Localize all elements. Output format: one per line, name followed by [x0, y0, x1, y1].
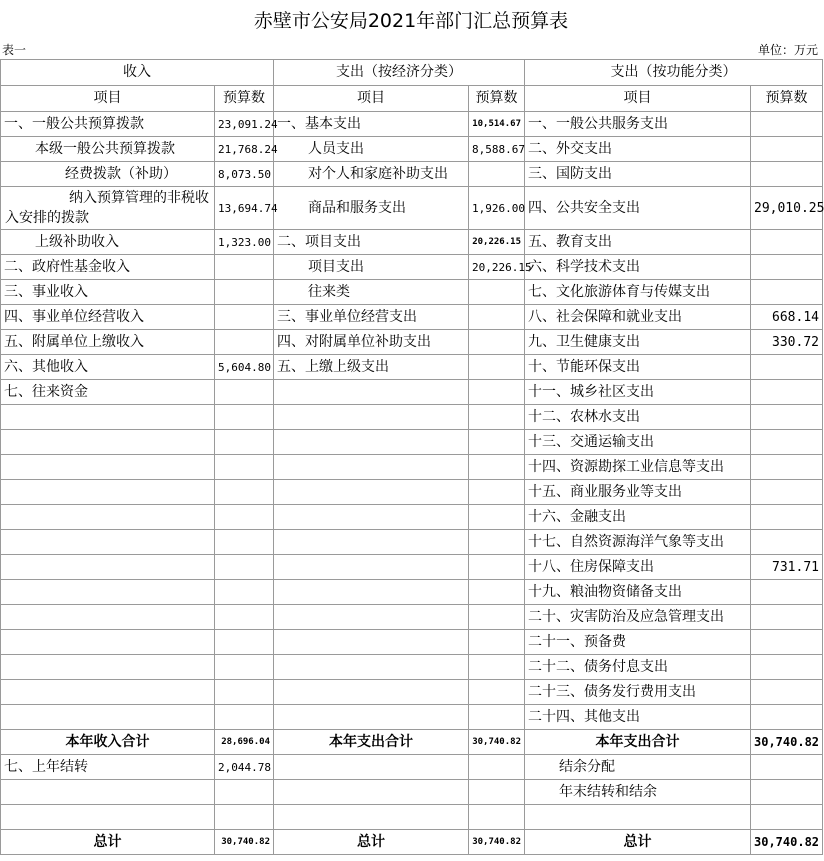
table-row	[1, 680, 823, 705]
econ-expense-amount	[469, 705, 525, 730]
econ-expense-item	[274, 480, 469, 505]
econ-expense-amount	[469, 805, 525, 830]
econ-expense-item	[274, 505, 469, 530]
income-amount: 23,091.24	[215, 112, 274, 137]
func-expense-amount	[751, 137, 823, 162]
income-item: 六、其他收入	[1, 355, 215, 380]
table-row	[1, 112, 823, 137]
econ-expense-item	[274, 405, 469, 430]
func-expense-item: 十七、自然资源海洋气象等支出	[525, 530, 751, 555]
income-amount	[215, 805, 274, 830]
func-expense-item: 二十二、债务付息支出	[525, 655, 751, 680]
func-expense-item: 五、教育支出	[525, 230, 751, 255]
grand-total-econ: 30,740.82	[469, 830, 525, 855]
econ-expense-amount	[469, 480, 525, 505]
func-expense-item: 年末结转和结余	[525, 780, 751, 805]
func-expense-amount: 29,010.25	[751, 187, 823, 230]
income-item	[1, 555, 215, 580]
income-amount	[215, 655, 274, 680]
table-row	[1, 580, 823, 605]
table-row	[1, 330, 823, 355]
func-expense-amount	[751, 630, 823, 655]
econ-expense-item	[274, 630, 469, 655]
income-amount	[215, 680, 274, 705]
income-total-label: 本年收入合计	[1, 730, 215, 755]
econ-expense-amount: 20,226.15	[469, 230, 525, 255]
econ-expense-amount	[469, 530, 525, 555]
func-expense-item: 二十四、其他支出	[525, 705, 751, 730]
func-expense-item: 十六、金融支出	[525, 505, 751, 530]
func-expense-item: 十五、商业服务业等支出	[525, 480, 751, 505]
grand-total-label: 总计	[525, 830, 751, 855]
func-expense-item: 二十三、债务发行费用支出	[525, 680, 751, 705]
func-expense-amount: 731.71	[751, 555, 823, 580]
income-item: 二、政府性基金收入	[1, 255, 215, 280]
col-header-amount: 预算数	[751, 86, 823, 112]
econ-expense-amount	[469, 680, 525, 705]
table-row	[1, 162, 823, 187]
func-expense-amount	[751, 705, 823, 730]
table-row	[1, 280, 823, 305]
income-amount	[215, 605, 274, 630]
table-row	[1, 230, 823, 255]
carry-row	[1, 755, 823, 780]
econ-expense-item: 二、项目支出	[274, 230, 469, 255]
func-expense-amount	[751, 255, 823, 280]
econ-expense-item	[274, 580, 469, 605]
col-header-item: 项目	[1, 86, 215, 112]
econ-expense-item: 人员支出	[274, 137, 469, 162]
func-expense-group-header: 支出（按功能分类）	[525, 60, 823, 86]
income-item: 七、往来资金	[1, 380, 215, 405]
func-expense-amount	[751, 455, 823, 480]
econ-expense-group-header: 支出（按经济分类）	[274, 60, 525, 86]
func-expense-item: 十、节能环保支出	[525, 355, 751, 380]
income-amount	[215, 405, 274, 430]
func-expense-amount	[751, 355, 823, 380]
grand-total-label: 总计	[274, 830, 469, 855]
income-amount	[215, 555, 274, 580]
econ-total-amount: 30,740.82	[469, 730, 525, 755]
func-expense-item: 二十一、预备费	[525, 630, 751, 655]
income-item: 三、事业收入	[1, 280, 215, 305]
income-item: 纳入预算管理的非税收入安排的拨款	[1, 187, 215, 230]
func-expense-amount	[751, 530, 823, 555]
income-item	[1, 430, 215, 455]
func-expense-item: 九、卫生健康支出	[525, 330, 751, 355]
income-item	[1, 780, 215, 805]
col-header-amount: 预算数	[215, 86, 274, 112]
grand-total-row	[1, 830, 823, 855]
econ-expense-item: 四、对附属单位补助支出	[274, 330, 469, 355]
func-total-amount: 30,740.82	[751, 730, 823, 755]
econ-expense-amount	[469, 630, 525, 655]
func-expense-item: 十四、资源勘探工业信息等支出	[525, 455, 751, 480]
func-expense-item: 二十、灾害防治及应急管理支出	[525, 605, 751, 630]
col-header-amount: 预算数	[469, 86, 525, 112]
func-expense-amount	[751, 680, 823, 705]
table-row	[1, 630, 823, 655]
func-expense-item: 十八、住房保障支出	[525, 555, 751, 580]
econ-expense-item: 项目支出	[274, 255, 469, 280]
income-item	[1, 505, 215, 530]
econ-expense-amount: 20,226.15	[469, 255, 525, 280]
carry-row	[1, 780, 823, 805]
budget-table	[0, 59, 823, 855]
income-amount	[215, 530, 274, 555]
income-amount	[215, 330, 274, 355]
income-amount	[215, 430, 274, 455]
econ-expense-item	[274, 705, 469, 730]
func-total-label: 本年支出合计	[525, 730, 751, 755]
income-item: 七、上年结转	[1, 755, 215, 780]
income-amount	[215, 455, 274, 480]
income-amount: 21,768.24	[215, 137, 274, 162]
income-item	[1, 805, 215, 830]
group-header-row	[1, 60, 823, 86]
income-item	[1, 530, 215, 555]
table-row	[1, 305, 823, 330]
income-item	[1, 680, 215, 705]
func-expense-amount	[751, 580, 823, 605]
table-row	[1, 430, 823, 455]
econ-expense-item: 对个人和家庭补助支出	[274, 162, 469, 187]
table-row	[1, 705, 823, 730]
econ-expense-item	[274, 380, 469, 405]
income-item: 四、事业单位经营收入	[1, 305, 215, 330]
func-expense-amount	[751, 605, 823, 630]
econ-expense-amount: 8,588.67	[469, 137, 525, 162]
income-item: 上级补助收入	[1, 230, 215, 255]
econ-expense-amount	[469, 505, 525, 530]
grand-total-income: 30,740.82	[215, 830, 274, 855]
func-expense-item: 一、一般公共服务支出	[525, 112, 751, 137]
income-item	[1, 480, 215, 505]
econ-expense-item	[274, 755, 469, 780]
econ-expense-amount	[469, 555, 525, 580]
econ-expense-amount	[469, 355, 525, 380]
econ-expense-amount	[469, 580, 525, 605]
func-expense-item: 六、科学技术支出	[525, 255, 751, 280]
econ-expense-amount	[469, 380, 525, 405]
page-title: 赤壁市公安局2021年部门汇总预算表	[253, 9, 569, 32]
econ-expense-item: 五、上缴上级支出	[274, 355, 469, 380]
econ-expense-item	[274, 680, 469, 705]
func-expense-item: 十一、城乡社区支出	[525, 380, 751, 405]
income-item	[1, 605, 215, 630]
econ-expense-item: 商品和服务支出	[274, 187, 469, 230]
econ-expense-item	[274, 780, 469, 805]
econ-expense-amount	[469, 330, 525, 355]
func-expense-item: 十九、粮油物资储备支出	[525, 580, 751, 605]
table-row	[1, 255, 823, 280]
column-header-row	[1, 86, 823, 112]
func-expense-item: 二、外交支出	[525, 137, 751, 162]
func-expense-item: 四、公共安全支出	[525, 187, 751, 230]
econ-expense-amount	[469, 605, 525, 630]
income-amount: 1,323.00	[215, 230, 274, 255]
func-expense-item: 七、文化旅游体育与传媒支出	[525, 280, 751, 305]
table-row	[1, 380, 823, 405]
income-item	[1, 630, 215, 655]
func-expense-item	[525, 805, 751, 830]
income-amount	[215, 305, 274, 330]
func-expense-item: 十二、农林水支出	[525, 405, 751, 430]
income-amount	[215, 630, 274, 655]
econ-expense-item	[274, 555, 469, 580]
income-item: 本级一般公共预算拨款	[1, 137, 215, 162]
table-row	[1, 480, 823, 505]
table-number: 表一	[2, 43, 27, 57]
table-row	[1, 405, 823, 430]
func-expense-amount	[751, 280, 823, 305]
econ-expense-item: 三、事业单位经营支出	[274, 305, 469, 330]
table-row	[1, 555, 823, 580]
func-expense-amount	[751, 405, 823, 430]
econ-expense-amount	[469, 755, 525, 780]
unit-label: 单位：万元	[757, 43, 818, 57]
func-expense-amount	[751, 805, 823, 830]
func-expense-amount	[751, 780, 823, 805]
econ-expense-amount	[469, 430, 525, 455]
econ-expense-amount	[469, 305, 525, 330]
func-expense-item: 结余分配	[525, 755, 751, 780]
econ-expense-item	[274, 455, 469, 480]
econ-expense-item	[274, 430, 469, 455]
income-item	[1, 405, 215, 430]
income-amount	[215, 380, 274, 405]
income-amount: 5,604.80	[215, 355, 274, 380]
econ-expense-item	[274, 805, 469, 830]
income-amount	[215, 480, 274, 505]
income-amount	[215, 280, 274, 305]
income-item	[1, 455, 215, 480]
income-total-amount: 28,696.04	[215, 730, 274, 755]
income-amount: 8,073.50	[215, 162, 274, 187]
func-expense-amount: 668.14	[751, 305, 823, 330]
func-expense-amount	[751, 430, 823, 455]
func-expense-amount	[751, 380, 823, 405]
func-expense-amount	[751, 755, 823, 780]
econ-expense-amount	[469, 280, 525, 305]
col-header-item: 项目	[274, 86, 469, 112]
table-row	[1, 137, 823, 162]
grand-total-func: 30,740.82	[751, 830, 823, 855]
econ-expense-amount	[469, 780, 525, 805]
func-expense-item: 八、社会保障和就业支出	[525, 305, 751, 330]
income-group-header: 收入	[1, 60, 274, 86]
income-amount	[215, 255, 274, 280]
year-total-row	[1, 730, 823, 755]
func-expense-amount	[751, 162, 823, 187]
econ-expense-amount	[469, 162, 525, 187]
func-expense-amount	[751, 505, 823, 530]
func-expense-amount	[751, 480, 823, 505]
income-amount	[215, 505, 274, 530]
grand-total-label: 总计	[1, 830, 215, 855]
table-row	[1, 455, 823, 480]
col-header-item: 项目	[525, 86, 751, 112]
table-row	[1, 505, 823, 530]
income-item	[1, 655, 215, 680]
income-amount: 13,694.74	[215, 187, 274, 230]
income-item: 经费拨款（补助）	[1, 162, 215, 187]
func-expense-item: 十三、交通运输支出	[525, 430, 751, 455]
econ-expense-amount: 1,926.00	[469, 187, 525, 230]
econ-expense-item: 往来类	[274, 280, 469, 305]
income-amount: 2,044.78	[215, 755, 274, 780]
income-amount	[215, 705, 274, 730]
func-expense-amount: 330.72	[751, 330, 823, 355]
func-expense-amount	[751, 655, 823, 680]
func-expense-amount	[751, 230, 823, 255]
econ-expense-item	[274, 605, 469, 630]
func-expense-amount	[751, 112, 823, 137]
income-item: 一、一般公共预算拨款	[1, 112, 215, 137]
income-amount	[215, 780, 274, 805]
econ-expense-amount	[469, 455, 525, 480]
income-amount	[215, 580, 274, 605]
econ-expense-item: 一、基本支出	[274, 112, 469, 137]
table-row	[1, 605, 823, 630]
income-item	[1, 705, 215, 730]
econ-expense-amount	[469, 655, 525, 680]
econ-expense-amount	[469, 405, 525, 430]
econ-total-label: 本年支出合计	[274, 730, 469, 755]
econ-expense-item	[274, 655, 469, 680]
table-row	[1, 530, 823, 555]
table-row	[1, 187, 823, 230]
table-row	[1, 355, 823, 380]
carry-row	[1, 805, 823, 830]
income-item	[1, 580, 215, 605]
econ-expense-item	[274, 530, 469, 555]
econ-expense-amount: 10,514.67	[469, 112, 525, 137]
func-expense-item: 三、国防支出	[525, 162, 751, 187]
table-row	[1, 655, 823, 680]
income-item: 五、附属单位上缴收入	[1, 330, 215, 355]
